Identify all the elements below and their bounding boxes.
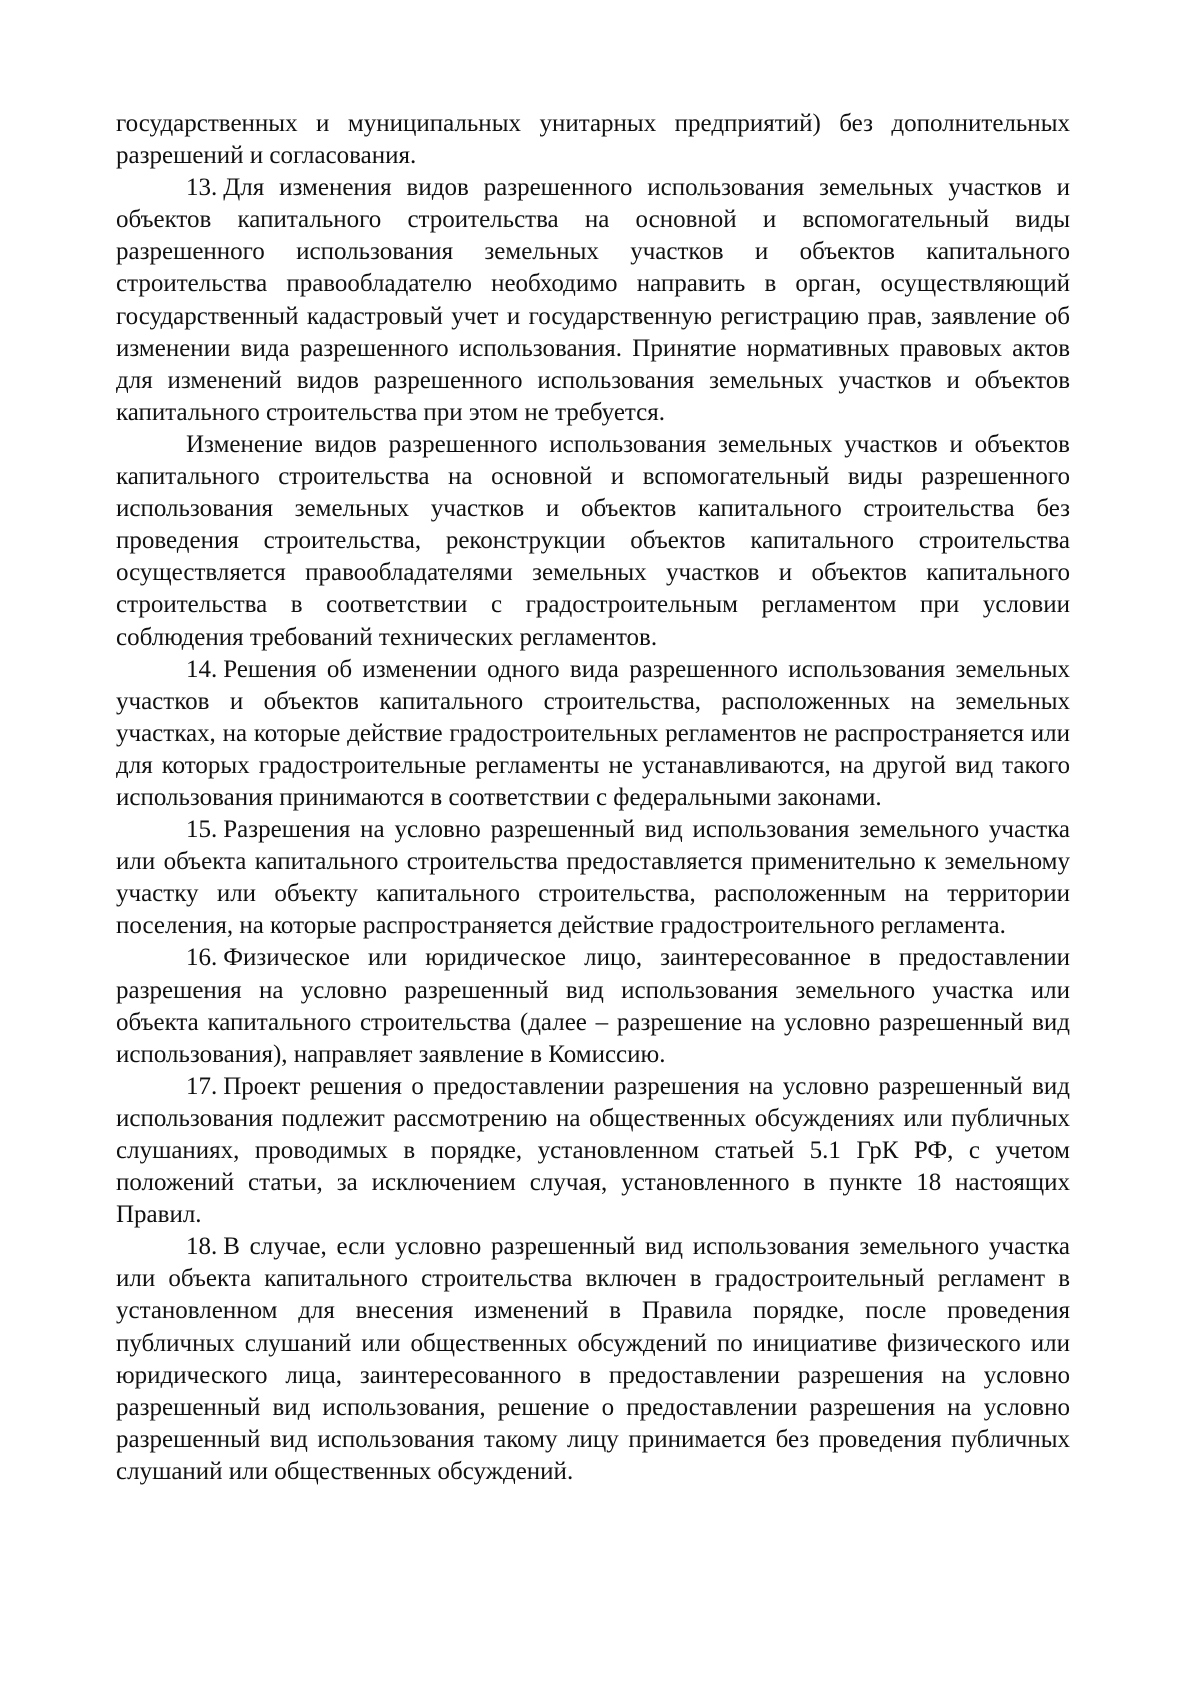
- paragraph-text: Изменение видов разрешенного использования земельных участков и объектов капитального строительства на основной и вспомогательный виды разрешенного использования земельных участков и объектов капитального строительства без проведения строительства, реконструкции объектов капитального строительства осуществляется правообладателями земельных участков и объектов капитального строительства в соответствии с градостроительным регламентом при условии соблюдения требований технических регламентов.: [116, 430, 1070, 651]
- paragraph-13-cont: [116, 429, 1070, 654]
- paragraph-17: [116, 1071, 1070, 1231]
- document-page: [116, 108, 1070, 1488]
- paragraph-number: 18.: [186, 1233, 218, 1261]
- paragraph-15: [116, 814, 1070, 942]
- paragraph-text: Разрешения на условно разрешенный вид использования земельного участка или объекта капитального строительства предоставляется применительно к земельному участку или объекту капитального строительства, расположенным на территории поселения, на которые распространяется действие градостроительного регламента.: [116, 816, 1070, 940]
- paragraph-number: 16.: [186, 944, 218, 972]
- paragraph-16: [116, 942, 1070, 1070]
- paragraph-14: [116, 654, 1070, 814]
- paragraph-continuation: [116, 108, 1070, 172]
- paragraph-number: 13.: [186, 174, 218, 202]
- paragraph-text: Для изменения видов разрешенного использования земельных участков и объектов капитального строительства на основной и вспомогательный виды разрешенного использования земельных участков и объектов капитального строительства правообладателю необходимо направить в орган, осуществляющий государственный кадастровый учет и государственную регистрацию прав, заявление об изменении вида разрешенного использования. Принятие нормативных правовых актов для изменений видов разрешенного использования земельных участков и объектов капитального строительства при этом не требуется.: [116, 174, 1070, 426]
- paragraph-18: [116, 1231, 1070, 1488]
- paragraph-text: Физическое или юридическое лицо, заинтересованное в предоставлении разрешения на условно разрешенный вид использования земельного участка или объекта капитального строительства (далее – разрешение на условно разрешенный вид использования), направляет заявление в Комиссию.: [116, 944, 1070, 1068]
- paragraph-text: Решения об изменении одного вида разрешенного использования земельных участков и объектов капитального строительства, расположенных на земельных участках, на которые действие градостроительных регламентов не распространяется или для которых градостроительные регламенты не устанавливаются, на другой вид такого использования принимаются в соответствии с федеральными законами.: [116, 655, 1070, 811]
- paragraph-number: 15.: [186, 816, 218, 844]
- paragraph-13: [116, 172, 1070, 429]
- paragraph-text: В случае, если условно разрешенный вид использования земельного участка или объекта капитального строительства включен в градостроительный регламент в установленном для внесения изменений в Правила порядке, после проведения публичных слушаний или общественных обсуждений по инициативе физического или юридического лица, заинтересованного в предоставлении разрешения на условно разрешенный вид использования, решение о предоставлении разрешения на условно разрешенный вид использования такому лицу принимается без проведения публичных слушаний или общественных обсуждений.: [116, 1233, 1070, 1485]
- paragraph-number: 14.: [186, 655, 218, 683]
- paragraph-number: 17.: [186, 1072, 218, 1100]
- paragraph-text: Проект решения о предоставлении разрешения на условно разрешенный вид использования подлежит рассмотрению на общественных обсуждениях или публичных слушаниях, проводимых в порядке, установленном статьей 5.1 ГрК РФ, с учетом положений статьи, за исключением случая, установленного в пункте 18 настоящих Правил.: [116, 1072, 1070, 1229]
- paragraph-text: государственных и муниципальных унитарных предприятий) без дополнительных разрешений и согласования.: [116, 110, 1070, 170]
